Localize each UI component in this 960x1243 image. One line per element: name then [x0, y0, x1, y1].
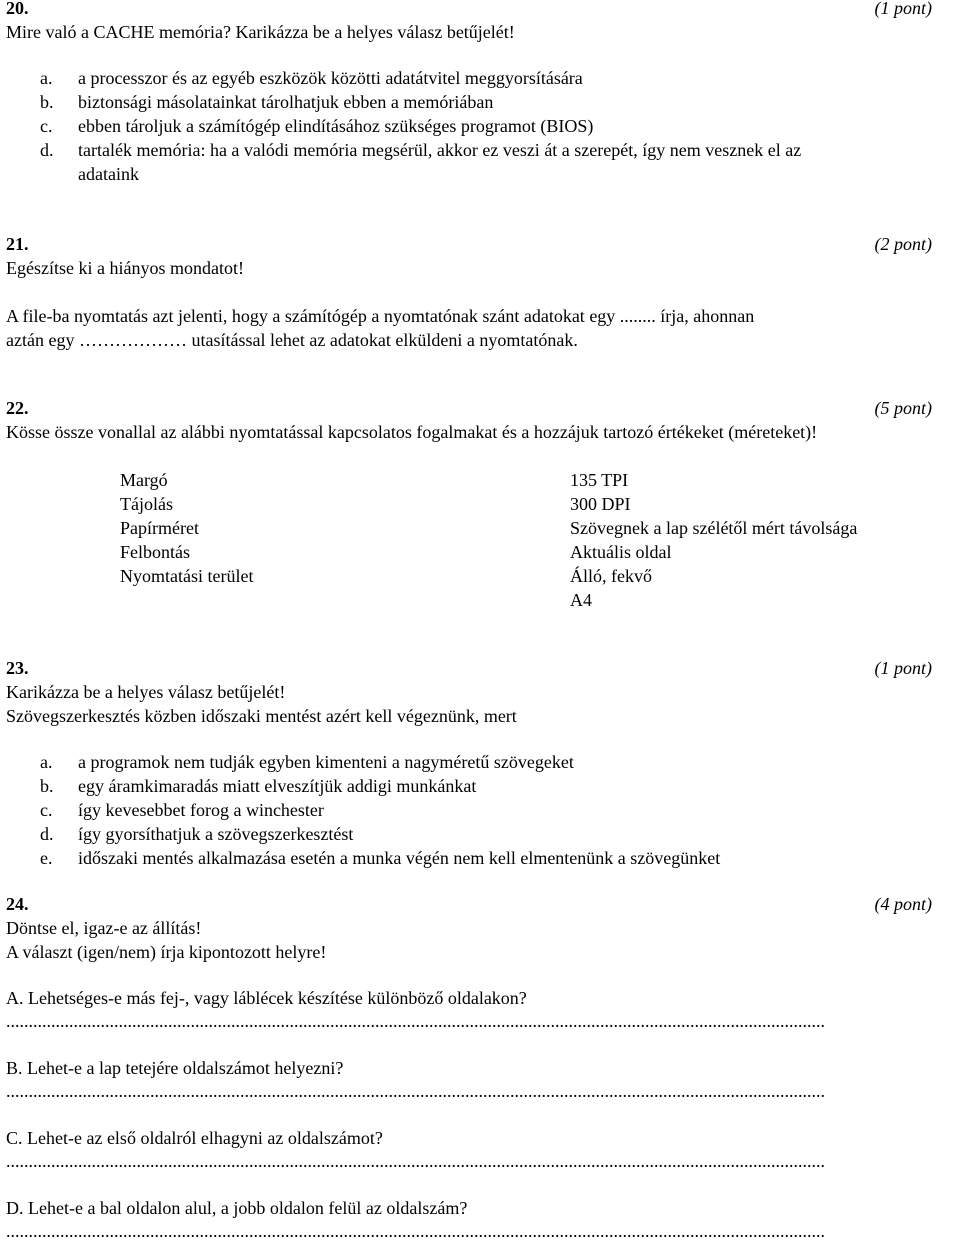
option-letter: e.: [40, 848, 53, 868]
question-number: 22.: [6, 398, 29, 418]
value-item: A4: [570, 590, 592, 610]
answer-blank[interactable]: ......................................................................................................................................................................................: [6, 1011, 825, 1031]
question-number: 24.: [6, 894, 29, 914]
option-letter: b.: [40, 92, 54, 112]
option-text-continuation: adataink: [78, 164, 139, 184]
option-text: időszaki mentés alkalmazása esetén a munka végén nem kell elmentenünk a szövegünket: [78, 848, 721, 868]
value-item: Aktuális oldal: [570, 542, 672, 562]
option-letter: c.: [40, 800, 53, 820]
question-prompt: Szövegszerkesztés közben időszaki mentést azért kell végeznünk, mert: [6, 706, 517, 726]
term-item: Felbontás: [120, 542, 190, 562]
value-item: 300 DPI: [570, 494, 631, 514]
statement-item: C. Lehet-e az első oldalról elhagyni az oldalszámot?: [6, 1128, 383, 1148]
option-letter: d.: [40, 824, 54, 844]
points-label: (4 pont): [874, 894, 932, 914]
statement-item: D. Lehet-e a bal oldalon alul, a jobb oldalon felül az oldalszám?: [6, 1198, 468, 1218]
value-item: Szövegnek a lap szélétől mért távolsága: [570, 518, 858, 538]
points-label: (5 pont): [874, 398, 932, 418]
option-letter: c.: [40, 116, 53, 136]
points-label: (1 pont): [874, 658, 932, 678]
question-prompt: Döntse el, igaz-e az állítás!: [6, 918, 202, 938]
question-number: 23.: [6, 658, 29, 678]
option-text: a programok nem tudják egyben kimenteni a nagyméretű szövegeket: [78, 752, 574, 772]
question-number: 21.: [6, 234, 29, 254]
option-letter: a.: [40, 752, 53, 772]
question-prompt: A választ (igen/nem) írja kipontozott helyre!: [6, 942, 327, 962]
sentence-line: aztán egy ……………… utasítással lehet az adatokat elküldeni a nyomtatónak.: [6, 330, 578, 350]
question-prompt: Kösse össze vonallal az alábbi nyomtatással kapcsolatos fogalmakat és a hozzájuk tartozó értékeket (méreteket)!: [6, 422, 818, 442]
option-letter: a.: [40, 68, 53, 88]
sentence-line: A file-ba nyomtatás azt jelenti, hogy a számítógép a nyomtatónak szánt adatokat egy ........ írja, ahonnan: [6, 306, 755, 326]
option-letter: d.: [40, 140, 54, 160]
question-prompt: Karikázza be a helyes válasz betűjelét!: [6, 682, 286, 702]
question-prompt: Mire való a CACHE memória? Karikázza be a helyes válasz betűjelét!: [6, 22, 515, 42]
value-item: 135 TPI: [570, 470, 629, 490]
value-item: Álló, fekvő: [570, 566, 652, 586]
option-text: így gyorsíthatjuk a szövegszerkesztést: [78, 824, 354, 844]
option-letter: b.: [40, 776, 54, 796]
statement-item: B. Lehet-e a lap tetejére oldalszámot helyezni?: [6, 1058, 344, 1078]
option-text: a processzor és az egyéb eszközök közötti adatátvitel meggyorsítására: [78, 68, 583, 88]
question-number: 20.: [6, 0, 29, 18]
term-item: Tájolás: [120, 494, 173, 514]
option-text: ebben tároljuk a számítógép elindításához szükséges programot (BIOS): [78, 116, 594, 136]
answer-blank[interactable]: ......................................................................................................................................................................................: [6, 1151, 825, 1171]
term-item: Margó: [120, 470, 168, 490]
answer-blank[interactable]: ......................................................................................................................................................................................: [6, 1081, 825, 1101]
term-item: Nyomtatási terület: [120, 566, 254, 586]
points-label: (1 pont): [874, 0, 932, 18]
answer-blank[interactable]: ......................................................................................................................................................................................: [6, 1221, 825, 1241]
points-label: (2 pont): [874, 234, 932, 254]
option-text: biztonsági másolatainkat tárolhatjuk ebben a memóriában: [78, 92, 494, 112]
option-text: egy áramkimaradás miatt elveszítjük addigi munkánkat: [78, 776, 477, 796]
option-text: tartalék memória: ha a valódi memória megsérül, akkor ez veszi át a szerepét, így nem vesznek el az: [78, 140, 802, 160]
term-item: Papírméret: [120, 518, 199, 538]
statement-item: A. Lehetséges-e más fej-, vagy láblécek készítése különböző oldalakon?: [6, 988, 527, 1008]
option-text: így kevesebbet forog a winchester: [78, 800, 324, 820]
question-prompt: Egészítse ki a hiányos mondatot!: [6, 258, 244, 278]
